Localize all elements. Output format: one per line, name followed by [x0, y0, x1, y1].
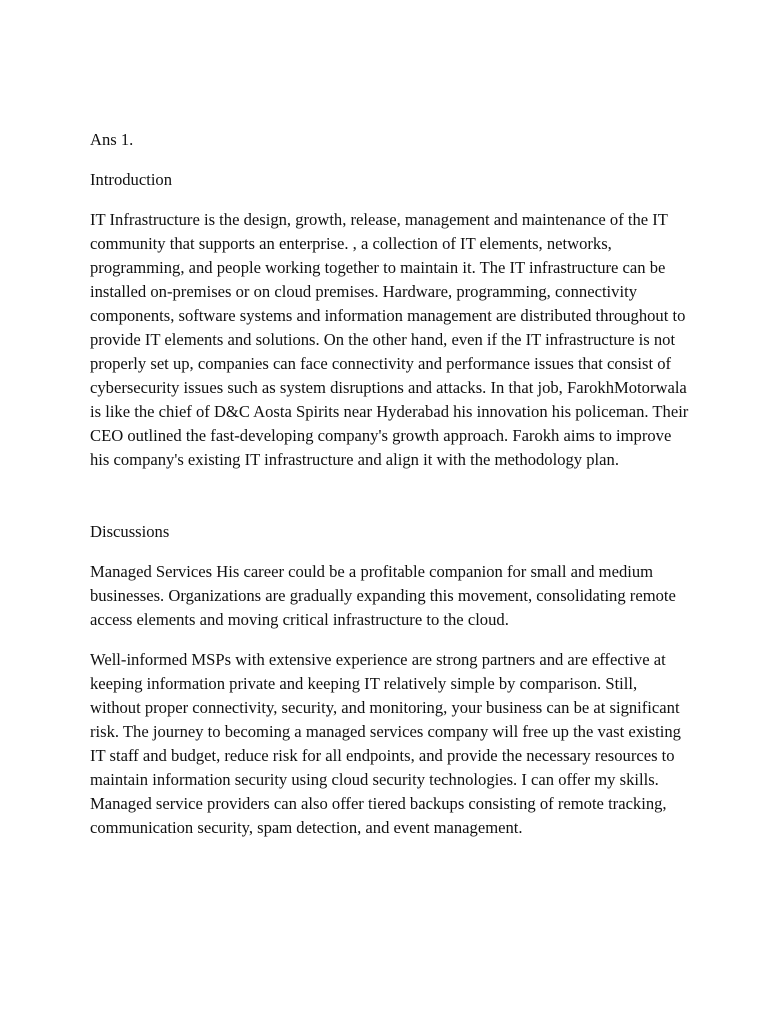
introduction-heading: Introduction — [90, 170, 173, 189]
discussion-paragraph-1: Managed Services His career could be a profitable companion for small and medium businesses. Organizations are gradually expanding this movement, consolidating remote access elements and moving critical infrastructure to the cloud. — [90, 562, 676, 629]
introduction-paragraph: IT Infrastructure is the design, growth, release, management and maintenance of the IT community that supports an enterprise. , a collection of IT elements, networks, programming, and people working together to maintain it. The IT infrastructure can be installed on-premises or on cloud premises. Hardware, programming, connectivity components, software systems and information management are distributed throughout to provide IT elements and solutions. On the other hand, even if the IT infrastructure is not properly set up, companies can face connectivity and performance issues that consist of cybersecurity issues such as system disruptions and attacks. In that job, FarokhMotorwala is like the chief of D&C Aosta Spirits near Hyderabad his innovation his policeman. Their CEO outlined the fast-developing company's growth approach. Farokh aims to improve his company's existing IT infrastructure and align it with the methodology plan. — [90, 210, 689, 469]
document-body — [90, 128, 690, 856]
answer-label: Ans 1. — [90, 130, 134, 149]
discussion-paragraph-2: Well-informed MSPs with extensive experience are strong partners and are effective at keeping information private and keeping IT relatively simple by comparison. Still, without proper connectivity, security, and monitoring, your business can be at significant risk. The journey to becoming a managed services company will free up the vast existing IT staff and budget, reduce risk for all endpoints, and provide the necessary resources to maintain information security using cloud security technologies. I can offer my skills. Managed service providers can also offer tiered backups consisting of remote tracking, communication security, spam detection, and event management. — [90, 650, 681, 837]
discussions-heading: Discussions — [90, 522, 170, 541]
